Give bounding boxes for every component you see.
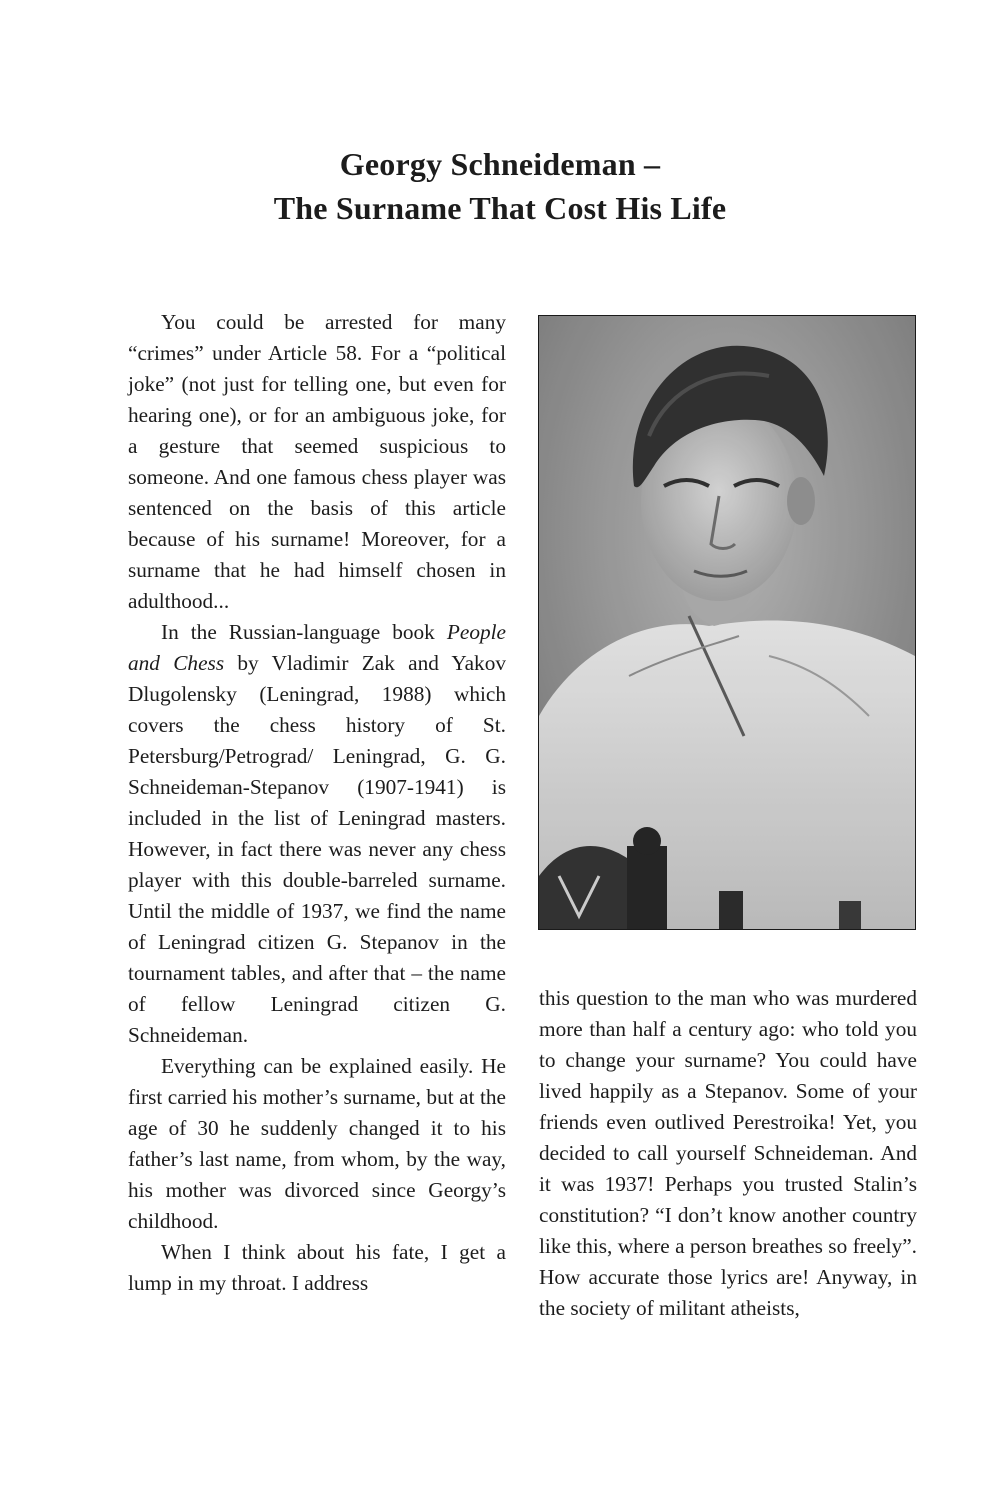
paragraph-question: this question to the man who was murdered more than half a century ago: who told you to change your surname? You could have lived happily as a Stepanov. Some of your friends even outlived Perestroika! Yet, you decided to call yourself Schneideman. And it was 1937! Perhaps you trusted Stalin’s constitution? “I don’t know another country like this, where a person breathes so freely”. How accurate those lyrics are! Anyway, in the society of militant atheists,: [539, 986, 917, 1320]
paragraph-article-58: You could be arrested for many “crimes” under Article 58. For a “political joke” (not just for telling one, but even for hearing one), or for an ambiguous joke, for a gesture that seemed suspicious to someone. And one famous chess player was sentenced on the basis of this article because of his surname! Moreover, for a surname that he had himself chosen in adulthood...: [128, 310, 506, 613]
paragraph-people-and-chess: [128, 617, 506, 1051]
book-title: People and Chess: [128, 620, 506, 675]
paragraph-text: by Vladimir Zak and Yakov Dlugolensky (Leningrad, 1988) which covers the chess history of St. Petersburg/Petrograd/ Leningrad, G. G. Schneideman-Stepanov (1907-1941) is included in the list of Leningrad masters. However, in fact there was never any chess player with this double-barreled surname. Until the middle of 1937, we find the name of Leningrad citizen G. Stepanov in the tournament tables, and after that – the name of fellow Leningrad citizen G. Schneideman.: [128, 651, 506, 1047]
right-text-column: [539, 983, 917, 1324]
chapter-title-line-1: Georgy Schneideman –: [339, 146, 661, 182]
left-text-column: [128, 307, 506, 1299]
portrait-photo-image: [539, 316, 915, 929]
chapter-title: [0, 142, 1000, 230]
paragraph-fate: When I think about his fate, I get a lump in my throat. I address: [128, 1240, 506, 1295]
paragraph-explanation: Everything can be explained easily. He first carried his mother’s surname, but at the age of 30 he suddenly changed it to his father’s last name, from whom, by the way, his mother was divorced since Georgy’s childhood.: [128, 1054, 506, 1233]
chapter-title-line-2: The Surname That Cost His Life: [273, 190, 727, 226]
paragraph-text: In the Russian-language book: [161, 620, 447, 644]
portrait-photo: [538, 315, 916, 930]
